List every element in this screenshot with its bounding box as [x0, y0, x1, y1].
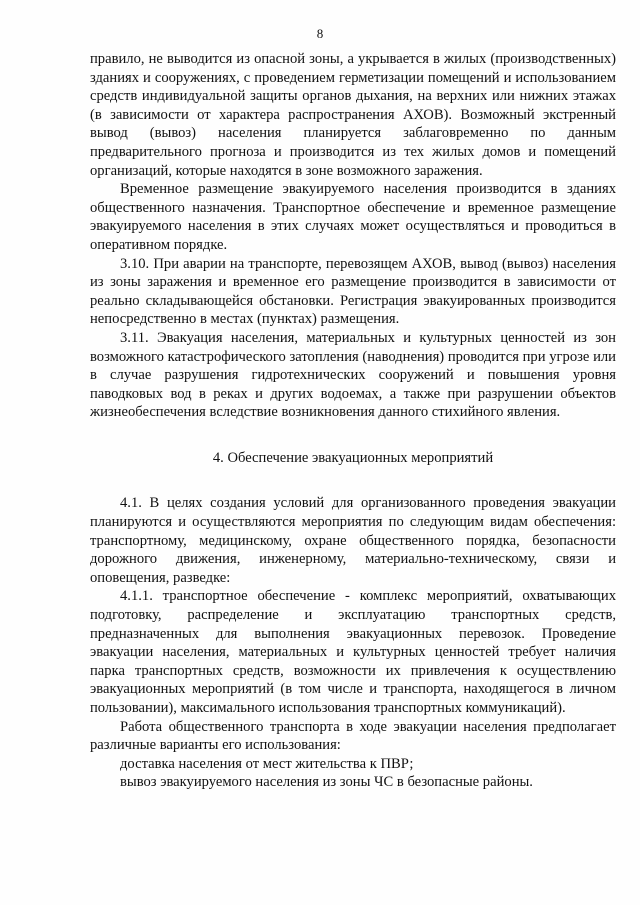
- paragraph: 3.11. Эвакуация населения, материальных и культурных ценностей из зон возможного катастрофического затопления (наводнения) проводится при угрозе или в случае разрушения гидротехнических сооружений и повышения уровня паводковых вод в реках и других водоемах, а также при разрушении объектов жизнеобеспечения вследствие возникновения данного стихийного явления.: [90, 329, 616, 421]
- paragraph: 4.1.1. транспортное обеспечение - комплекс мероприятий, охватывающих подготовку, распределение и эксплуатацию транспортных средств, предназначенных для выполнения эвакуационных перевозок. Проведение эвакуации населения, материальных и культурных ценностей требует наличия парка транспортных средств, возможности их привлечения к осуществлению эвакуационных мероприятий (в том числе и транспорта, находящегося в личном пользовании), максимального использования транспортных коммуникаций).: [90, 588, 616, 716]
- paragraph: 4.1. В целях создания условий для организованного проведения эвакуации планируются и осуществляются мероприятия по следующим видам обеспечения: транспортному, медицинскому, охране общественного порядка, безопасности дорожного движения, инженерному, материально-техническому, связи и оповещения, разведке:: [90, 495, 616, 586]
- document-body: [90, 50, 616, 792]
- paragraph: Работа общественного транспорта в ходе эвакуации населения предполагает различные варианты его использования:: [90, 718, 616, 754]
- paragraph: правило, не выводится из опасной зоны, а укрывается в жилых (производственных) зданиях и сооружениях, с проведением герметизации помещений и использованием средств индивидуальной защиты органов дыхания, на верхних или нижних этажах (в зависимости от характера распространения АХОВ). Возможный экстренный вывод (вывоз) населения планируется заблаговременно по данным предварительного прогноза и производится из тех жилых домов и помещений организаций, которые находятся в зоне возможного заражения.: [90, 51, 616, 179]
- list-item: доставка населения от мест жительства к ПВР;: [120, 755, 414, 772]
- list-item: вывоз эвакуируемого населения из зоны ЧС в безопасные районы.: [120, 774, 533, 791]
- section-heading: 4. Обеспечение эвакуационных мероприятий: [212, 449, 494, 466]
- paragraph: Временное размещение эвакуируемого населения производится в зданиях общественного назначения. Транспортное обеспечение и временное размещение эвакуируемого населения в этих случаях может осуществляться и проводиться в оперативном порядке.: [90, 181, 616, 253]
- page-number: 8: [316, 26, 324, 41]
- paragraph: 3.10. При аварии на транспорте, перевозящем АХОВ, вывод (вывоз) населения из зоны заражения и временное его размещение производится в зависимости от реально складывающейся обстановки. Регистрация эвакуированных производится непосредственно в местах (пунктах) размещения.: [90, 255, 616, 328]
